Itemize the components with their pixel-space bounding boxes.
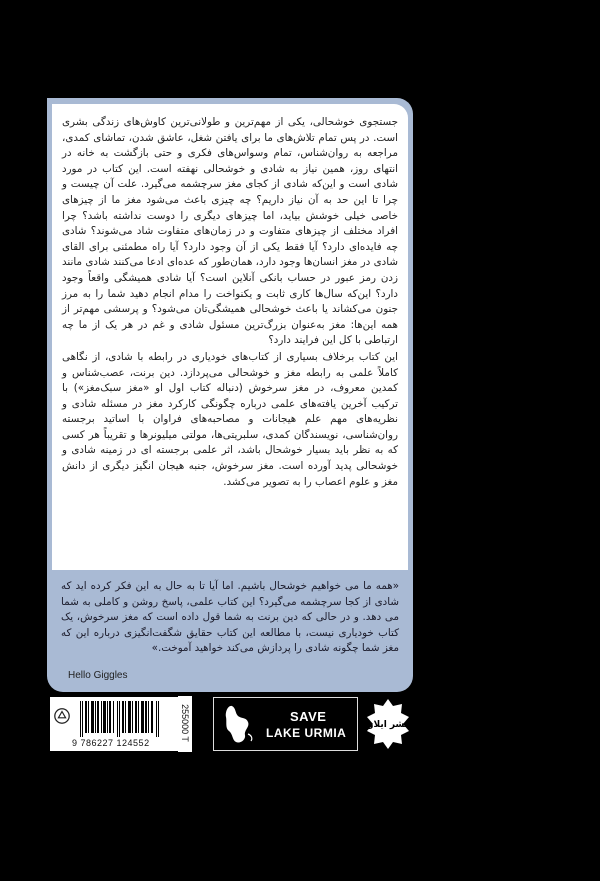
publisher-logo-text: نشر ایلاو: [367, 720, 409, 730]
description-box: [52, 104, 408, 570]
isbn-digits: 9 786227 124552: [72, 738, 150, 748]
barcode-bars: [80, 701, 160, 737]
price-code-text: 255000 T: [180, 704, 190, 742]
save-lake-urmia-badge: [213, 697, 358, 751]
lake-map-icon: [218, 704, 258, 746]
review-source: Hello Giggles: [68, 670, 128, 681]
description-paragraph-2: این کتاب برخلاف بسیاری از کتاب‌های خودیاری در رابطه با شادی، از نگاهی کاملاً علمی به رابطه مغز و خوشحالی می‌پردازد. دین برنت، عصب‌شناس و کمدین معروف، در مغز سرخوش (دنباله کتاب اول او «مغز سبک‌مغز») با ترکیب آخرین یافته‌های علمی درباره چگونگی کارکرد مغز در مسئله شادی و نظریه‌های مهم علم هیجانات و مصاحبه‌های فراوان با اساتید برجسته روان‌شناسی، نویسندگان کمدی، سلبریتی‌ها، مولتی میلیونرها و تقریباً هر کسی که به نظر باید بسیار خوشحال باشد، اثر علمی برجسته ای در زمینه شادی و خوشحالی پدید آورده است. مغز سرخوش، جنبه هیجان انگیز دیگری از دانش مغز و علوم اعصاب را به تصویر می‌کشد.: [62, 350, 398, 488]
lake-urmia-label: LAKE URMIA: [266, 726, 347, 740]
price-code: [178, 696, 192, 752]
publisher-logo: [365, 696, 411, 752]
recycle-icon: [53, 707, 71, 725]
description-paragraph-1: جستجوی خوشحالی، یکی از مهم‌ترین و طولانی‌ترین کاوش‌های زندگی بشری است. در پس تمام تلاش‌های ما برای یافتن شغل، عاشق شدن، تماشای کمدی، مراجعه به روان‌شناس، تمام وسواس‌های فکری و حتی بازگشت به خانه در انتهای روز، همین نیاز به شادی و خوشحالی نهفته است. این کتاب در مورد شادی است و این‌که شادی از کجای مغز سرچشمه می‌گیرد. علت آن چیست و چرا تا این حد به آن نیاز داریم؟ چه چیزی باعث می‌شود مغز ما از چیزهای خاصی خیلی خوشش بیاید، اما چیزهای دیگری را دوست نداشته باشد؟ چرا افراد مختلف از چیزهای متفاوت و در زمان‌های متفاوت شاد می‌شوند؟ شادی چه فایده‌ای دارد؟ آیا فقط یکی از آن وجود دارد؟ آیا راه مطمئنی برای القای شادی در مغز انسان‌ها وجود دارد، همان‌طور که عده‌ای ادعا می‌کنند شادی مانند زدن رمز عبور در حساب بانکی آنلاین است؟ آیا شادی همیشگی واقعاً وجود دارد؟ این‌که سال‌ها کاری ثابت و یکنواخت را مدام انجام دهید شما را به مرز جنون می‌کشاند یا باعث خوشحالی همیشگی‌تان می‌شود؟ و پرسشی مهم‌تر از همه این‌ها: مغز به‌عنوان بزرگ‌ترین مسئول شادی و غم در هر یک از ما چه ارتباطی با کل این فرایند دارد؟: [62, 116, 398, 347]
save-label: SAVE: [290, 709, 327, 724]
isbn-barcode: [50, 697, 178, 751]
back-cover-panel: [47, 98, 413, 692]
review-quote: «همه ما می خواهیم خوشحال باشیم. اما آیا تا به حال به این فکر کرده اید که شادی از کجا سرچشمه می‌گیرد؟ این کتاب علمی، پاسخ روشن و کاملی به شما می دهد. و در حالی که دین برنت به شما قول داده است که مغز سرخوش، یک کتاب خودیاری نیست، با مطالعه این کتاب حقایق شگفت‌انگیزی درباره این که مغز شما چگونه شادی را پردازش می‌کند خواهید آموخت.»: [61, 580, 399, 654]
